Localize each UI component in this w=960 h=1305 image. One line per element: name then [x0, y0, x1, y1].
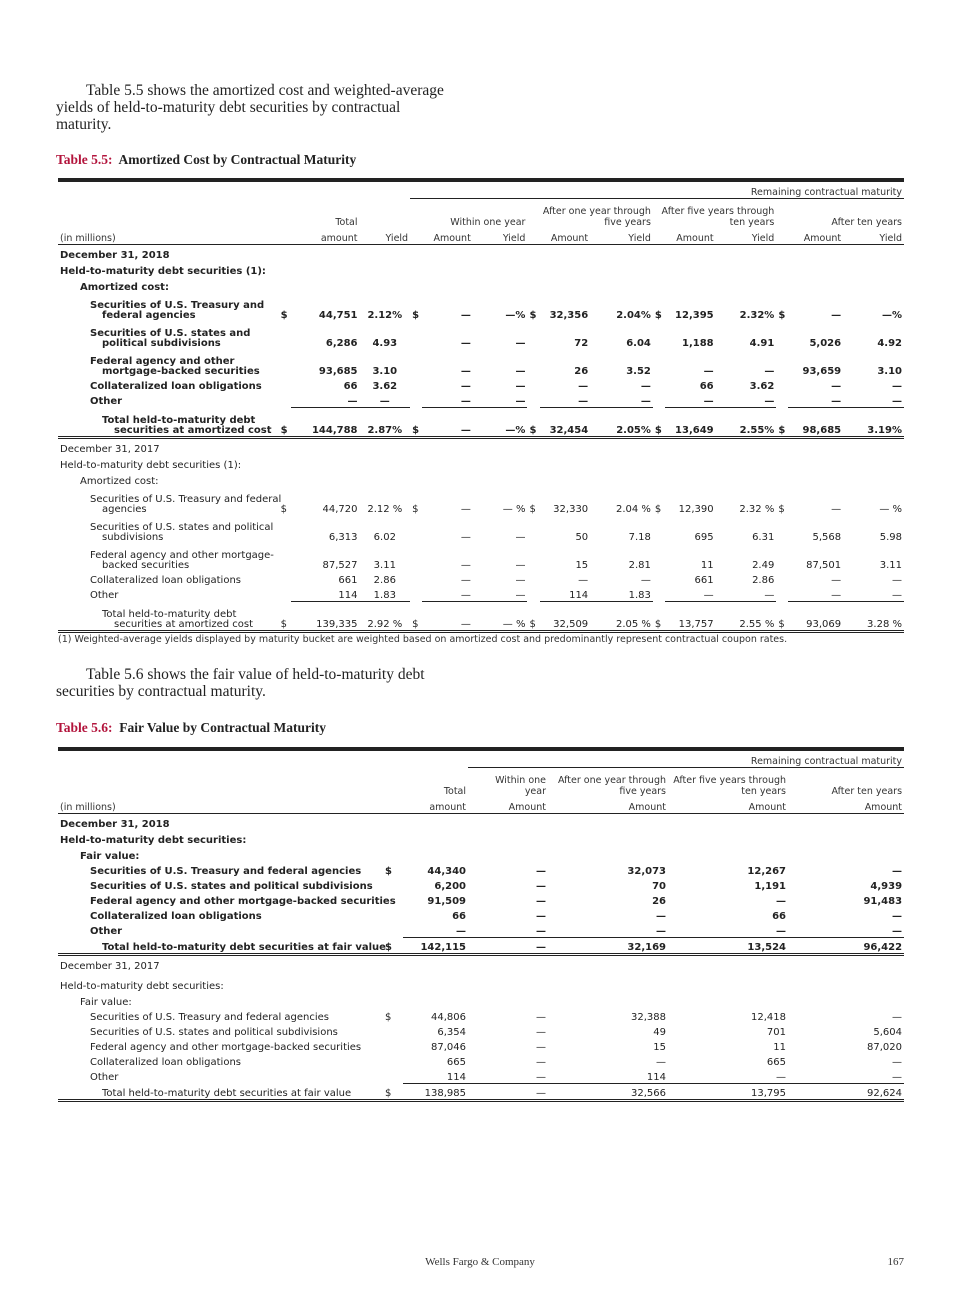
table-row: Securities of U.S. states and political subdivisions 6,354 — 49 701 5,604	[58, 1023, 904, 1038]
table-row: Securities of U.S. Treasury and federal agencies $ 44,340 — 32,073 12,267 —	[58, 862, 904, 877]
row-label: Total held-to-maturity debt securities at amortized cost	[102, 414, 272, 436]
table-row: Securities of U.S. Treasury and federal agencies $ 44,720 2.12 % $ — — % $ 32,330 2.04 % $ 12,390 2.32 % $ — — %	[58, 487, 904, 515]
year-heading-2018: December 31, 2018	[60, 818, 170, 830]
yield-header: Yield	[385, 232, 409, 244]
page-number: 167	[887, 1256, 904, 1268]
row-label: Federal agency and other mortgage-backed securities	[90, 895, 396, 907]
row-label: Securities of U.S. states and political subdivisions	[90, 521, 274, 543]
table-row: Other — — — — —	[58, 922, 904, 938]
table-5-6	[58, 747, 904, 1102]
yield-header: Yield	[751, 232, 775, 244]
table-row: Securities of U.S. states and political subdivisions 6,200 — 70 1,191 4,939	[58, 877, 904, 892]
row-label: Total held-to-maturity debt securities at fair value	[102, 941, 386, 953]
table-5-5	[58, 178, 904, 633]
table-row: Collateralized loan obligations 66 — — 66 —	[58, 907, 904, 922]
fair-value-heading: Fair value:	[80, 850, 140, 862]
amount-header: Amount	[550, 232, 589, 244]
row-label: Securities of U.S. states and political subdivisions	[90, 327, 251, 349]
in-millions-label: (in millions)	[60, 801, 116, 813]
table-5-6-title	[56, 720, 326, 736]
row-label: Collateralized loan obligations	[90, 574, 241, 586]
row-label: Federal agency and other mortgage- backed securities	[90, 549, 274, 571]
row-label: Securities of U.S. states and political subdivisions	[90, 880, 373, 892]
row-label: Securities of U.S. Treasury and federal agencies	[90, 299, 265, 321]
table-row-total: Total held-to-maturity debt securities at amortized cost $ 139,335 2.92 % $ — — % $ 32,509 2.05 % $ 13,757 2.55 % $ 93,069 3.28 %	[58, 601, 904, 631]
row-label: Collateralized loan obligations	[90, 1056, 241, 1068]
amortized-cost-heading: Amortized cost:	[80, 281, 169, 293]
table-row: Securities of U.S. states and political subdivisions 6,313 6.02 — — 50 7.18 695 6.31 5,568 5.98	[58, 515, 904, 543]
year-heading-2017: December 31, 2017	[60, 960, 160, 972]
htm-heading: Held-to-maturity debt securities (1):	[60, 265, 266, 277]
table-row: Other 114 — 114 — —	[58, 1068, 904, 1084]
total-header: Total	[335, 217, 358, 228]
amount-header: Amount	[748, 801, 787, 813]
intro-paragraph-1: Table 5.5 shows the amortized cost and weighted-average yields of held-to-maturity debt securities by contractual maturity.	[56, 82, 444, 133]
table-row: Federal agency and other mortgage- backed securities 87,527 3.11 — — 15 2.81 11 2.49 87,501 3.11	[58, 543, 904, 571]
row-label: Other	[90, 1072, 119, 1083]
amount-header: Amount	[508, 801, 547, 813]
amount-header: amount	[320, 232, 358, 244]
table-row: Collateralized loan obligations 665 — — 665 —	[58, 1053, 904, 1068]
table-5-5-title	[56, 152, 356, 168]
total-header: Total	[443, 786, 467, 797]
amount-header: Amount	[864, 801, 903, 813]
within-one-year-header: Within one year	[450, 217, 526, 228]
row-label: Total held-to-maturity debt securities at amortized cost	[102, 608, 254, 630]
table-row: Federal agency and other mortgage-backed securities 91,509 — 26 — 91,483	[58, 892, 904, 907]
row-label: Collateralized loan obligations	[90, 380, 262, 392]
intro-paragraph-2: Table 5.6 shows the fair value of held-to-maturity debt securities by contractual maturity.	[56, 666, 425, 700]
footnote: (1) Weighted-average yields displayed by maturity bucket are weighted based on amortized cost and predominantly represent contractual coupon rates.	[58, 634, 788, 645]
row-label: Other	[90, 926, 123, 937]
after-ten-header: After ten years	[831, 217, 902, 228]
yield-header: Yield	[879, 232, 902, 244]
row-label: Collateralized loan obligations	[90, 910, 262, 922]
amount-header: Amount	[433, 232, 471, 244]
row-label: Federal agency and other mortgage-backed securities	[90, 1041, 362, 1053]
table-row-total: Total held-to-maturity debt securities at fair value $ 142,115 — 32,169 13,524 96,422	[58, 937, 904, 954]
row-label: Securities of U.S. Treasury and federal agencies	[90, 865, 362, 877]
table-row: Other — — — — — — — — — —	[58, 392, 904, 408]
table-number: Table 5.6:	[56, 720, 113, 735]
table-row: Securities of U.S. states and political subdivisions 6,286 4.93 — — 72 6.04 1,188 4.91 5,026 4.92	[58, 321, 904, 349]
table-row-total: Total held-to-maturity debt securities at amortized cost $ 144,788 2.87% $ — —% $ 32,454 2.05% $ 13,649 2.55% $ 98,685 3.19%	[58, 407, 904, 437]
row-label: Securities of U.S. Treasury and federal agencies	[90, 1011, 330, 1023]
amount-header: Amount	[676, 232, 714, 244]
table-row: Federal agency and other mortgage-backed securities 87,046 — 15 11 87,020	[58, 1038, 904, 1053]
table-row: Securities of U.S. Treasury and federal agencies $ 44,751 2.12% $ — —% $ 32,356 2.04% $ 12,395 2.32% $ — —%	[58, 293, 904, 321]
five-to-ten-header: After five years through ten years	[661, 206, 775, 228]
year-heading-2018: December 31, 2018	[60, 249, 170, 261]
table-title-text: Amortized Cost by Contractual Maturity	[118, 152, 357, 167]
table-row: Federal agency and other mortgage-backed securities 93,685 3.10 — — 26 3.52 — — 93,659 3.10	[58, 349, 904, 377]
amount-header: amount	[429, 801, 467, 813]
table-row: Collateralized loan obligations 661 2.86 — — — — 661 2.86 — —	[58, 571, 904, 586]
fair-value-heading: Fair value:	[80, 996, 132, 1008]
row-label: Securities of U.S. Treasury and federal agencies	[90, 493, 282, 515]
table-row: Securities of U.S. Treasury and federal agencies $ 44,806 — 32,388 12,418 —	[58, 1008, 904, 1023]
table-title-text: Fair Value by Contractual Maturity	[119, 720, 327, 735]
five-to-ten-header: After five years through ten years	[673, 775, 787, 797]
yield-header: Yield	[502, 232, 526, 244]
in-millions-label: (in millions)	[60, 232, 116, 244]
row-label: Total held-to-maturity debt securities at fair value	[102, 1087, 352, 1099]
year-heading-2017: December 31, 2017	[60, 443, 160, 455]
one-to-five-header: After one year through five years	[557, 775, 667, 797]
company-name: Wells Fargo & Company	[425, 1256, 535, 1268]
row-label: Other	[90, 590, 119, 601]
one-to-five-header: After one year through five years	[542, 206, 651, 228]
amount-header: Amount	[803, 232, 842, 244]
row-label: Other	[90, 396, 123, 407]
after-ten-header: After ten years	[831, 786, 903, 797]
htm-heading: Held-to-maturity debt securities:	[60, 980, 224, 992]
table-row: Collateralized loan obligations 66 3.62 — — — — 66 3.62 — —	[58, 377, 904, 392]
remaining-maturity-header: Remaining contractual maturity	[410, 180, 904, 198]
amortized-cost-heading: Amortized cost:	[80, 475, 159, 487]
table-number: Table 5.5:	[56, 152, 113, 167]
row-label: Securities of U.S. states and political subdivisions	[90, 1026, 338, 1038]
row-label: Federal agency and other mortgage-backed securities	[90, 355, 260, 377]
htm-heading: Held-to-maturity debt securities (1):	[60, 459, 242, 471]
amount-header: Amount	[628, 801, 667, 813]
htm-heading: Held-to-maturity debt securities:	[60, 834, 247, 846]
table-row: Other 114 1.83 — — 114 1.83 — — — —	[58, 586, 904, 602]
remaining-maturity-header: Remaining contractual maturity	[468, 749, 904, 767]
yield-header: Yield	[628, 232, 651, 244]
table-row-total: Total held-to-maturity debt securities at fair value $ 138,985 — 32,566 13,795 92,624	[58, 1083, 904, 1100]
within-one-year-header: Within one year	[495, 775, 547, 797]
